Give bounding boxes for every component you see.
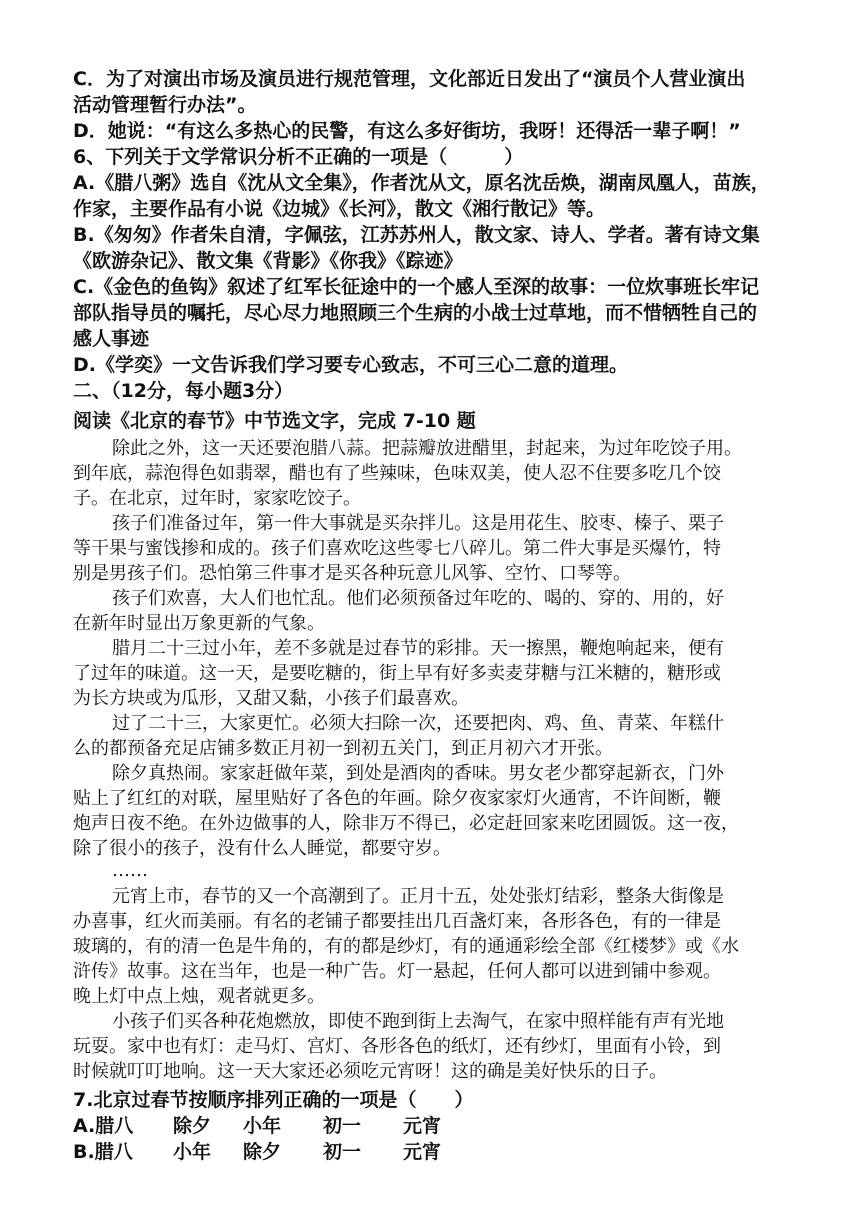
passage-line: 过了二十三，大家更忙。必须大扫除一次，还要把肉、鸡、鱼、青菜、年糕什 [112, 713, 724, 734]
section-2-heading: 二、（12分，每小题3分） [73, 380, 294, 402]
question-c-line-1: C．为了对演出市场及演员进行规范管理，文化部近日发出了“演员个人营业演出 [73, 68, 746, 90]
q6-option-c-line-3: 感人事迹 [73, 328, 150, 350]
passage-line: 玩耍。家中也有灯：走马灯、宫灯、各形各色的纸灯，还有纱灯，里面有小铃，到 [73, 1036, 721, 1057]
question-6-title: 6、下列关于文学常识分析不正确的一项是（ ） [73, 146, 524, 168]
passage-line: 时候就叮叮地响。这一天大家还必须吃元宵呀！这的确是美好快乐的日子。 [73, 1061, 667, 1082]
passage-line: 浒传》故事。这在当年，也是一种广告。灯一悬起，任何人都可以进到铺中参观。 [73, 961, 721, 982]
option-item: 除夕 [173, 1115, 212, 1137]
passage-line: 等干果与蜜饯掺和成的。孩子们喜欢吃这些零七八碎儿。第二件大事是买爆竹，特 [73, 538, 721, 559]
question-c-line-2: 活动管理暂行办法”。 [73, 94, 257, 116]
passage-line: 除了很小的孩子，没有什么人睡觉，都要守岁。 [73, 838, 451, 859]
option-item: 初一 [323, 1115, 362, 1137]
passage-line: 办喜事，红火而美丽。有名的老铺子都要挂出几百盏灯来，各形各色，有的一律是 [73, 911, 721, 932]
q6-option-b-line-1: B.《匆匆》作者朱自清，字佩弦，江苏苏州人，散文家、诗人、学者。著有诗文集 [73, 224, 760, 246]
question-d: D．她说：“有这么多热心的民警，有这么多好街坊，我呀！还得活一辈子啊！” [73, 120, 741, 142]
option-item: 初一 [323, 1141, 362, 1163]
passage-line: 除夕真热闹。家家赶做年菜，到处是酒肉的香味。男女老少都穿起新衣，门外 [112, 763, 724, 784]
passage-line: 除此之外，这一天还要泡腊八蒜。把蒜瓣放进醋里，封起来，为过年吃饺子用。 [112, 438, 742, 459]
passage-line: 贴上了红红的对联，屋里贴好了各色的年画。除夕夜家家灯火通宵，不许间断，鞭 [73, 788, 721, 809]
option-item: 小年 [173, 1141, 212, 1163]
passage-line: 别是男孩子们。恐怕第三件事才是买各种玩意儿风筝、空竹、口琴等。 [73, 563, 631, 584]
passage-line: 孩子们欢喜，大人们也忙乱。他们必须预备过年吃的、喝的、穿的、用的，好 [112, 588, 724, 609]
passage-line: 元宵上市，春节的又一个高潮到了。正月十五，处处张灯结彩，整条大街像是 [112, 886, 724, 907]
passage-line: 么的都预备充足店铺多数正月初一到初五关门，到正月初六才开张。 [73, 738, 613, 759]
passage-line: 子。在北京，过年时，家家吃饺子。 [73, 488, 361, 509]
passage-line: 小孩子们买各种花炮燃放，即使不跑到街上去淘气，在家中照样能有声有光地 [112, 1011, 724, 1032]
q7-option-a [73, 1117, 673, 1139]
passage-line: 玻璃的，有的清一色是牛角的，有的都是纱灯，有的通通彩绘全部《红楼梦》或《水 [73, 936, 739, 957]
option-item: 小年 [243, 1115, 282, 1137]
q6-option-a-line-2: 作家，主要作品有小说《边城》《长河》，散文《湘行散记》等。 [73, 198, 606, 220]
passage-line: 了过年的味道。这一天，是要吃糖的，街上早有好多卖麦芽糖与江米糖的，糖形或 [73, 663, 721, 684]
q6-option-c-line-1: C.《金色的鱼钩》叙述了红军长征途中的一个感人至深的故事：一位炊事班长牢记 [73, 276, 760, 298]
passage-line: 到年底，蒜泡得色如翡翠，醋也有了些辣味，色味双美，使人忍不住要多吃几个饺 [73, 463, 721, 484]
passage-line: 腊月二十三过小年，差不多就是过春节的彩排。天一擦黑，鞭炮响起来，便有 [112, 638, 724, 659]
option-item: 除夕 [243, 1141, 282, 1163]
passage-ellipsis: …… [112, 860, 148, 881]
q6-option-d: D.《学奕》一文告诉我们学习要专心致志，不可三心二意的道理。 [73, 354, 628, 376]
passage-line: 为长方块或为瓜形，又甜又黏，小孩子们最喜欢。 [73, 688, 469, 709]
passage-line: 晚上灯中点上烛，观者就更多。 [73, 986, 325, 1007]
passage-line: 在新年时显出万象更新的气象。 [73, 613, 325, 634]
option-item: 元宵 [403, 1115, 442, 1137]
passage-line: 炮声日夜不绝。在外边做事的人，除非万不得已，必定赶回家来吃团圆饭。这一夜， [73, 813, 739, 834]
q6-option-b-line-2: 《欧游杂记》、散文集《背影》《你我》《踪迹》 [73, 250, 463, 272]
q7-option-b [73, 1143, 673, 1165]
question-7-title: 7.北京过春节按顺序排列正确的一项是（ ） [73, 1089, 474, 1111]
q6-option-c-line-2: 部队指导员的嘱托，尽心尽力地照顾三个生病的小战士过草地，而不惜牺牲自己的 [73, 302, 758, 324]
option-item: 元宵 [403, 1141, 442, 1163]
option-item: B.腊八 [73, 1141, 133, 1163]
option-item: A.腊八 [73, 1115, 134, 1137]
q6-option-a-line-1: A.《腊八粥》选自《沈从文全集》，作者沈从文，原名沈岳焕，湖南凤凰人，苗族， [73, 172, 770, 194]
passage-line: 孩子们准备过年，第一件大事就是买杂拌儿。这是用花生、胶枣、榛子、栗子 [112, 513, 724, 534]
section-2-intro: 阅读《北京的春节》中节选文字，完成 7-10 题 [73, 410, 476, 432]
